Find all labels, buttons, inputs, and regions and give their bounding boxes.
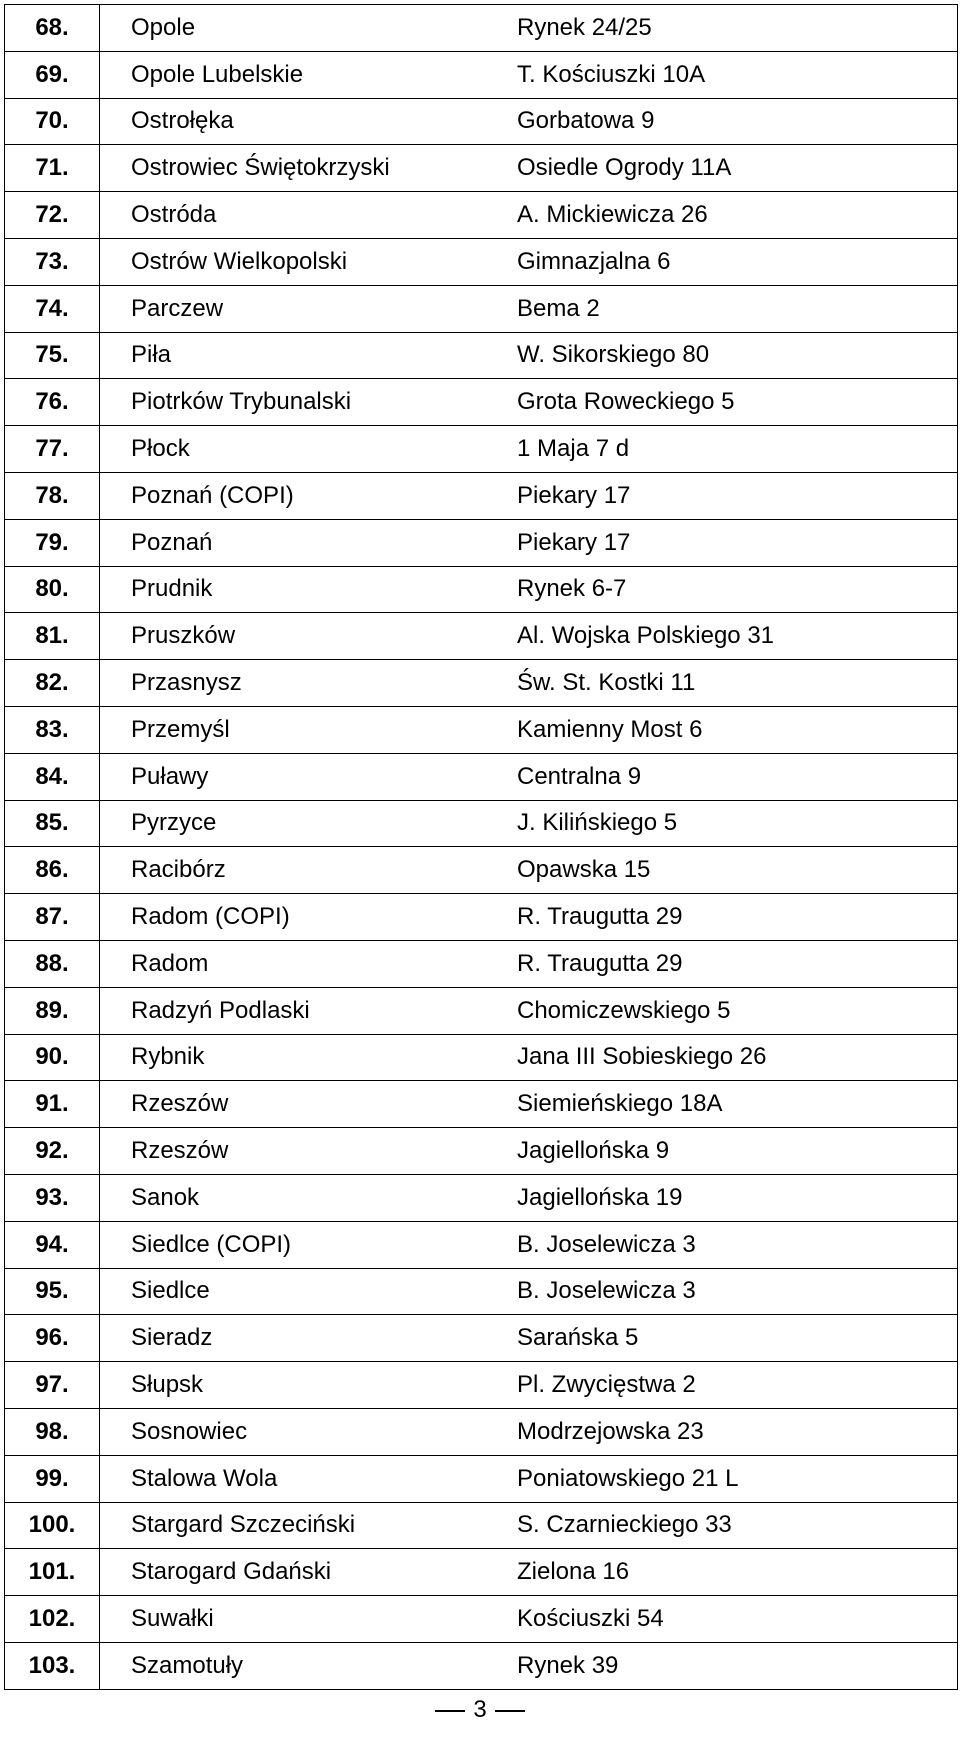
address-cell: Rynek 39 bbox=[513, 1642, 958, 1689]
table-row bbox=[5, 285, 958, 332]
page-number: 3 bbox=[473, 1696, 487, 1723]
row-number: 103. bbox=[5, 1642, 100, 1689]
row-number: 88. bbox=[5, 940, 100, 987]
city-cell: Ostróda bbox=[100, 192, 514, 239]
table-row bbox=[5, 192, 958, 239]
address-cell: R. Traugutta 29 bbox=[513, 894, 958, 941]
table-row bbox=[5, 1362, 958, 1409]
row-number: 68. bbox=[5, 5, 100, 52]
address-cell: Jagiellońska 9 bbox=[513, 1128, 958, 1175]
table-row bbox=[5, 940, 958, 987]
city-cell: Racibórz bbox=[100, 847, 514, 894]
city-cell: Radom (COPI) bbox=[100, 894, 514, 941]
row-number: 95. bbox=[5, 1268, 100, 1315]
address-cell: Św. St. Kostki 11 bbox=[513, 660, 958, 707]
row-number: 89. bbox=[5, 987, 100, 1034]
city-cell: Poznań bbox=[100, 519, 514, 566]
city-cell: Siedlce bbox=[100, 1268, 514, 1315]
address-cell: S. Czarnieckiego 33 bbox=[513, 1502, 958, 1549]
row-number: 75. bbox=[5, 332, 100, 379]
table-row bbox=[5, 987, 958, 1034]
table-row bbox=[5, 847, 958, 894]
table-row bbox=[5, 1174, 958, 1221]
row-number: 80. bbox=[5, 566, 100, 613]
address-cell: Piekary 17 bbox=[513, 472, 958, 519]
address-cell: Rynek 24/25 bbox=[513, 5, 958, 52]
table-row bbox=[5, 1034, 958, 1081]
table-row bbox=[5, 379, 958, 426]
row-number: 90. bbox=[5, 1034, 100, 1081]
row-number: 100. bbox=[5, 1502, 100, 1549]
table-row bbox=[5, 1549, 958, 1596]
row-number: 87. bbox=[5, 894, 100, 941]
address-cell: W. Sikorskiego 80 bbox=[513, 332, 958, 379]
table-row bbox=[5, 1596, 958, 1643]
address-cell: 1 Maja 7 d bbox=[513, 426, 958, 473]
address-cell: Rynek 6-7 bbox=[513, 566, 958, 613]
city-cell: Przasnysz bbox=[100, 660, 514, 707]
table-row bbox=[5, 1315, 958, 1362]
city-cell: Opole bbox=[100, 5, 514, 52]
address-cell: Zielona 16 bbox=[513, 1549, 958, 1596]
address-cell: Gorbatowa 9 bbox=[513, 98, 958, 145]
row-number: 72. bbox=[5, 192, 100, 239]
address-cell: Jana III Sobieskiego 26 bbox=[513, 1034, 958, 1081]
row-number: 82. bbox=[5, 660, 100, 707]
row-number: 98. bbox=[5, 1408, 100, 1455]
city-cell: Poznań (COPI) bbox=[100, 472, 514, 519]
table-row bbox=[5, 145, 958, 192]
footer-dash-left bbox=[435, 1710, 465, 1712]
table-row bbox=[5, 426, 958, 473]
row-number: 102. bbox=[5, 1596, 100, 1643]
row-number: 79. bbox=[5, 519, 100, 566]
address-cell: Gimnazjalna 6 bbox=[513, 238, 958, 285]
city-cell: Ostrowiec Świętokrzyski bbox=[100, 145, 514, 192]
table-row bbox=[5, 1455, 958, 1502]
city-cell: Rzeszów bbox=[100, 1081, 514, 1128]
table-row bbox=[5, 472, 958, 519]
row-number: 73. bbox=[5, 238, 100, 285]
address-cell: A. Mickiewicza 26 bbox=[513, 192, 958, 239]
address-cell: B. Joselewicza 3 bbox=[513, 1221, 958, 1268]
table-body bbox=[5, 5, 958, 1690]
address-cell: Siemieńskiego 18A bbox=[513, 1081, 958, 1128]
row-number: 99. bbox=[5, 1455, 100, 1502]
table-row bbox=[5, 1268, 958, 1315]
table-row bbox=[5, 753, 958, 800]
city-cell: Ostrołęka bbox=[100, 98, 514, 145]
city-cell: Siedlce (COPI) bbox=[100, 1221, 514, 1268]
city-cell: Stalowa Wola bbox=[100, 1455, 514, 1502]
page-footer bbox=[0, 1696, 960, 1724]
address-cell: Centralna 9 bbox=[513, 753, 958, 800]
row-number: 84. bbox=[5, 753, 100, 800]
city-cell: Parczew bbox=[100, 285, 514, 332]
city-cell: Radom bbox=[100, 940, 514, 987]
row-number: 69. bbox=[5, 51, 100, 98]
table-row bbox=[5, 5, 958, 52]
table-row bbox=[5, 1408, 958, 1455]
row-number: 101. bbox=[5, 1549, 100, 1596]
city-cell: Prudnik bbox=[100, 566, 514, 613]
table-row bbox=[5, 1642, 958, 1689]
address-cell: Al. Wojska Polskiego 31 bbox=[513, 613, 958, 660]
table-row bbox=[5, 1221, 958, 1268]
city-cell: Płock bbox=[100, 426, 514, 473]
footer-dash-right bbox=[495, 1710, 525, 1712]
city-cell: Pyrzyce bbox=[100, 800, 514, 847]
table-row bbox=[5, 894, 958, 941]
row-number: 70. bbox=[5, 98, 100, 145]
address-cell: Bema 2 bbox=[513, 285, 958, 332]
row-number: 97. bbox=[5, 1362, 100, 1409]
row-number: 92. bbox=[5, 1128, 100, 1175]
table-row bbox=[5, 1502, 958, 1549]
address-cell: B. Joselewicza 3 bbox=[513, 1268, 958, 1315]
address-cell: R. Traugutta 29 bbox=[513, 940, 958, 987]
address-cell: Chomiczewskiego 5 bbox=[513, 987, 958, 1034]
table-row bbox=[5, 800, 958, 847]
row-number: 91. bbox=[5, 1081, 100, 1128]
row-number: 85. bbox=[5, 800, 100, 847]
table-row bbox=[5, 706, 958, 753]
city-cell: Radzyń Podlaski bbox=[100, 987, 514, 1034]
table-row bbox=[5, 1128, 958, 1175]
address-cell: Kościuszki 54 bbox=[513, 1596, 958, 1643]
address-cell: Pl. Zwycięstwa 2 bbox=[513, 1362, 958, 1409]
row-number: 77. bbox=[5, 426, 100, 473]
address-cell: Jagiellońska 19 bbox=[513, 1174, 958, 1221]
row-number: 78. bbox=[5, 472, 100, 519]
city-cell: Rybnik bbox=[100, 1034, 514, 1081]
city-cell: Stargard Szczeciński bbox=[100, 1502, 514, 1549]
city-cell: Piła bbox=[100, 332, 514, 379]
row-number: 94. bbox=[5, 1221, 100, 1268]
address-cell: Piekary 17 bbox=[513, 519, 958, 566]
city-cell: Suwałki bbox=[100, 1596, 514, 1643]
table-row bbox=[5, 566, 958, 613]
row-number: 76. bbox=[5, 379, 100, 426]
table-row bbox=[5, 238, 958, 285]
city-cell: Rzeszów bbox=[100, 1128, 514, 1175]
table-row bbox=[5, 613, 958, 660]
address-cell: Grota Roweckiego 5 bbox=[513, 379, 958, 426]
row-number: 83. bbox=[5, 706, 100, 753]
city-cell: Opole Lubelskie bbox=[100, 51, 514, 98]
address-cell: Poniatowskiego 21 L bbox=[513, 1455, 958, 1502]
city-cell: Sosnowiec bbox=[100, 1408, 514, 1455]
row-number: 81. bbox=[5, 613, 100, 660]
city-cell: Słupsk bbox=[100, 1362, 514, 1409]
city-cell: Szamotuły bbox=[100, 1642, 514, 1689]
row-number: 93. bbox=[5, 1174, 100, 1221]
address-cell: Modrzejowska 23 bbox=[513, 1408, 958, 1455]
row-number: 86. bbox=[5, 847, 100, 894]
address-cell: Osiedle Ogrody 11A bbox=[513, 145, 958, 192]
city-cell: Starogard Gdański bbox=[100, 1549, 514, 1596]
city-cell: Sieradz bbox=[100, 1315, 514, 1362]
city-cell: Piotrków Trybunalski bbox=[100, 379, 514, 426]
address-cell: T. Kościuszki 10A bbox=[513, 51, 958, 98]
table-row bbox=[5, 51, 958, 98]
office-address-table bbox=[4, 4, 958, 1690]
city-cell: Sanok bbox=[100, 1174, 514, 1221]
city-cell: Przemyśl bbox=[100, 706, 514, 753]
address-cell: Opawska 15 bbox=[513, 847, 958, 894]
city-cell: Ostrów Wielkopolski bbox=[100, 238, 514, 285]
table-row bbox=[5, 98, 958, 145]
row-number: 71. bbox=[5, 145, 100, 192]
address-cell: Kamienny Most 6 bbox=[513, 706, 958, 753]
address-cell: Sarańska 5 bbox=[513, 1315, 958, 1362]
table-row bbox=[5, 660, 958, 707]
table-row bbox=[5, 332, 958, 379]
row-number: 74. bbox=[5, 285, 100, 332]
table-row bbox=[5, 1081, 958, 1128]
city-cell: Puławy bbox=[100, 753, 514, 800]
row-number: 96. bbox=[5, 1315, 100, 1362]
city-cell: Pruszków bbox=[100, 613, 514, 660]
address-cell: J. Kilińskiego 5 bbox=[513, 800, 958, 847]
table-row bbox=[5, 519, 958, 566]
